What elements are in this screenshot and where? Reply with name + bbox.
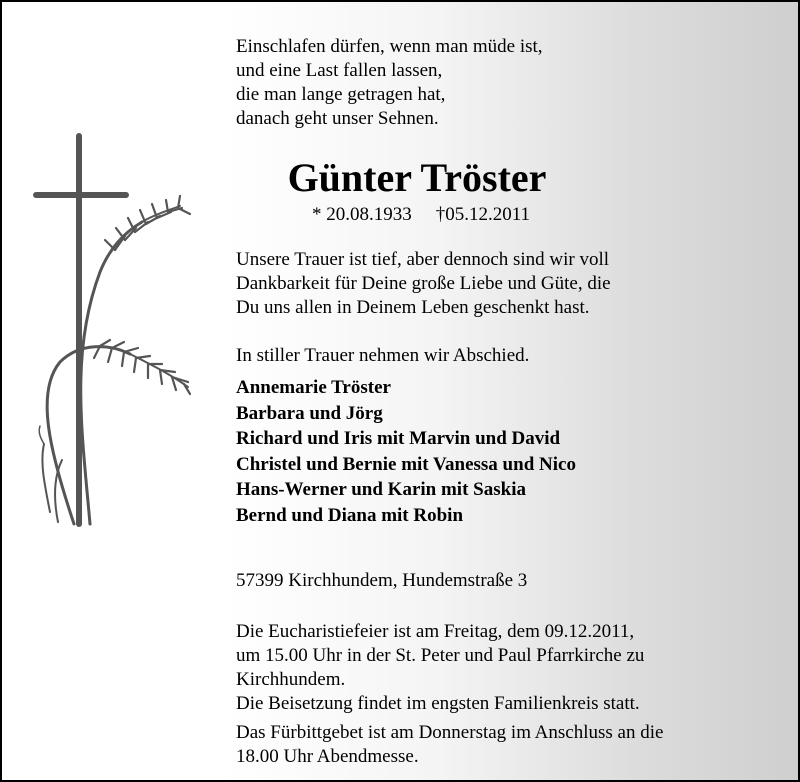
service-line: Die Beisetzung findet im engsten Familienkreis statt. (236, 693, 640, 714)
family-member: Christel und Bernie mit Vanessa und Nico (236, 453, 576, 475)
prayer-info (236, 721, 706, 769)
message-line: Du uns allen in Deinem Leben geschenkt hast. (236, 297, 590, 318)
poem-line-text: Einschlafen dürfen, wenn man müde ist, (236, 36, 543, 57)
life-dates (312, 203, 530, 227)
family-member: Richard und Iris mit Marvin und David (236, 428, 561, 449)
service-info (236, 620, 706, 716)
family-member: Hans-Werner und Karin mit Saskia (236, 479, 526, 500)
message-line: Dankbarkeit für Deine große Liebe und Güte, die (236, 273, 611, 294)
prayer-line: 18.00 Uhr Abendmesse. (236, 746, 419, 767)
poem (236, 35, 706, 131)
message-line: Unsere Trauer ist tief, aber dennoch sind wir voll (236, 249, 610, 270)
farewell-line: In stiller Trauer nehmen wir Abschied. (236, 345, 530, 366)
birth-date: * 20.08.1933 (312, 204, 412, 225)
poem-line (236, 35, 706, 59)
death-date: †05.12.2011 (435, 204, 531, 225)
service-line: um 15.00 Uhr in der St. Peter und Paul Pfarrkirche zu (236, 645, 645, 666)
address: 57399 Kirchhundem, Hundemstraße 3 (236, 570, 528, 591)
family-member: Barbara und Jörg (236, 402, 383, 424)
prayer-line: Das Fürbittgebet ist am Donnerstag im Anschluss an die (236, 722, 664, 743)
poem-line: die man lange getragen hat, (236, 84, 446, 105)
poem-line: danach geht unser Sehnen. (236, 108, 439, 129)
family-member: Bernd und Diana mit Robin (236, 504, 464, 526)
service-line: Kirchhundem. (236, 669, 346, 690)
service-line: Die Eucharistiefeier ist am Freitag, dem 09.12.2011, (236, 621, 635, 642)
poem-line: und eine Last fallen lassen, (236, 60, 443, 81)
family-list (236, 375, 706, 528)
deceased-name: Günter Tröster (287, 155, 547, 200)
family-member: Annemarie Tröster (236, 377, 391, 398)
condolence-message (236, 248, 706, 320)
